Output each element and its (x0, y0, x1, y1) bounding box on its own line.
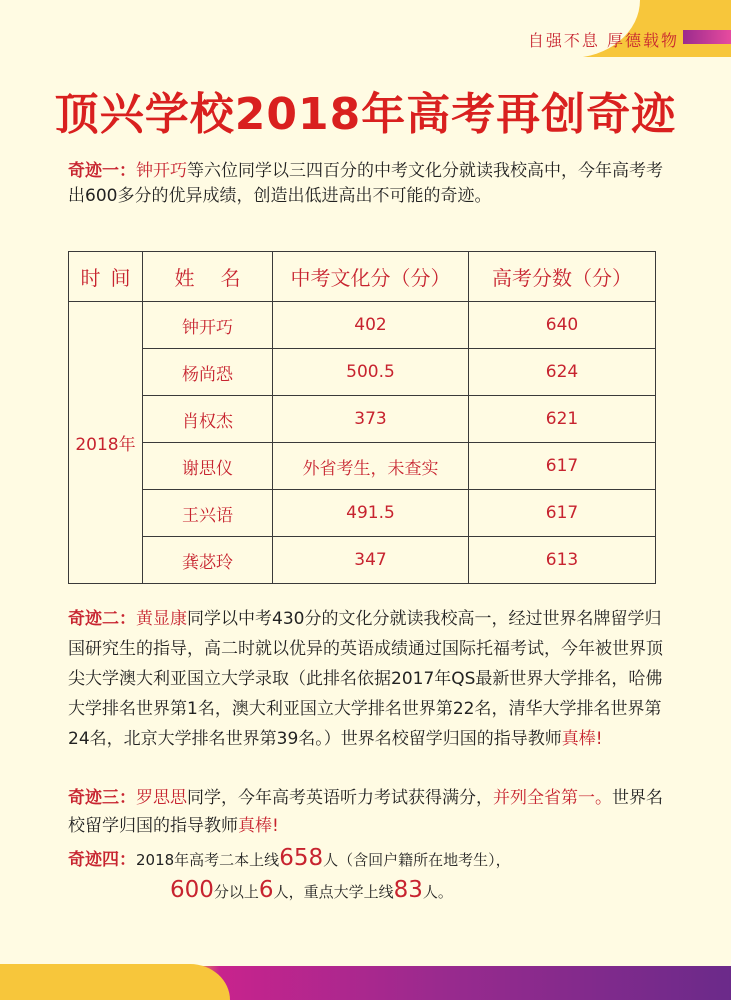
miracle-four-text-5: 人。 (422, 883, 453, 901)
miracle-three-lead: 奇迹三： (68, 788, 136, 808)
page-title: 顶兴学校2018年高考再创奇迹 (54, 89, 677, 140)
miracle-four-text-4: 人，重点大学上线 (273, 883, 394, 901)
miracle-two-text: 同学以中考430分的文化分就读我校高一，经过世界名牌留学归国研究生的指导，高二时就以优异的英语成绩通过国际托福考试，今年被世界顶尖大学澳大利亚国立大学录取（此排名依据2017年QS最新世界大学排名，哈佛大学排名世界第1名，澳大利亚国立大学排名世界第22名，清华大学排名世界第24名，北京大学排名世界第39名。）世界名校留学归国的指导教师 (68, 609, 663, 749)
miracle-two-lead: 奇迹二： (68, 609, 136, 629)
zhongkao-score: 402 (273, 302, 469, 349)
miracle-four-text-2: 人（含回户籍所在地考生）， (323, 851, 511, 869)
student-name: 谢思仪 (143, 443, 273, 490)
header-gaokao: 高考分数（分） (469, 252, 656, 302)
header-name: 姓名 (143, 252, 273, 302)
zhongkao-score: 373 (273, 396, 469, 443)
student-name: 杨尚恐 (143, 349, 273, 396)
miracle-three-name: 罗思思 (136, 788, 187, 808)
motto-accent-bar (683, 30, 731, 44)
miracle-three-highlight: 并列全省第一。 (493, 788, 612, 808)
gaokao-score: 617 (469, 490, 656, 537)
table-header-row (69, 252, 656, 302)
gaokao-score: 617 (469, 443, 656, 490)
year-cell: 2018年 (69, 302, 143, 584)
student-name: 王兴语 (143, 490, 273, 537)
school-motto: 自强不息 厚德载物 (527, 31, 679, 50)
miracle-four-number-4: 83 (393, 877, 423, 903)
miracle-two-name: 黄显康 (136, 609, 187, 629)
student-name: 肖权杰 (143, 396, 273, 443)
table-row (69, 490, 656, 537)
miracle-three-paragraph (68, 784, 668, 840)
miracle-four-text-3: 分以上 (213, 883, 259, 901)
gaokao-score: 624 (469, 349, 656, 396)
zhongkao-score: 外省考生，未查实 (273, 443, 469, 490)
miracle-four-lead: 奇迹四： (68, 850, 136, 870)
table-row (69, 302, 656, 349)
miracle-one-paragraph (68, 159, 668, 209)
header-zhongkao: 中考文化分（分） (273, 252, 469, 302)
miracle-three-text: 同学，今年高考英语听力考试获得满分， (187, 788, 493, 808)
miracle-four-number-1: 658 (279, 845, 324, 871)
miracle-four-paragraph (68, 843, 668, 907)
table-row (69, 396, 656, 443)
gaokao-score: 621 (469, 396, 656, 443)
gaokao-score: 640 (469, 302, 656, 349)
zhongkao-score: 491.5 (273, 490, 469, 537)
zhongkao-score: 500.5 (273, 349, 469, 396)
table-row (69, 443, 656, 490)
table-row (69, 349, 656, 396)
bottom-decor-panel (0, 964, 230, 1000)
miracle-two-paragraph (68, 604, 668, 754)
miracle-four-text-1: 2018年高考二本上线 (136, 851, 280, 869)
student-name: 龚苾玲 (143, 537, 273, 584)
miracle-one-text: 等六位同学以三四百分的中考文化分就读我校高中，今年高考考出600多分的优异成绩，创造出低进高出不可能的奇迹。 (68, 161, 663, 206)
miracle-four-number-3: 6 (258, 877, 274, 903)
header-time: 时间 (69, 252, 143, 302)
miracle-four-number-2: 600 (170, 877, 214, 903)
miracle-one-name: 钟开巧 (136, 161, 187, 181)
miracle-three-praise: 真棒! (238, 816, 279, 836)
table-row (69, 537, 656, 584)
miracle-two-praise: 真棒! (561, 729, 603, 749)
zhongkao-score: 347 (273, 537, 469, 584)
miracle-three-text-2: 世界名校留学归国的指导教师 (68, 788, 663, 836)
gaokao-score: 613 (469, 537, 656, 584)
student-name: 钟开巧 (143, 302, 273, 349)
miracle-one-lead: 奇迹一： (68, 161, 136, 181)
score-table (68, 251, 656, 584)
